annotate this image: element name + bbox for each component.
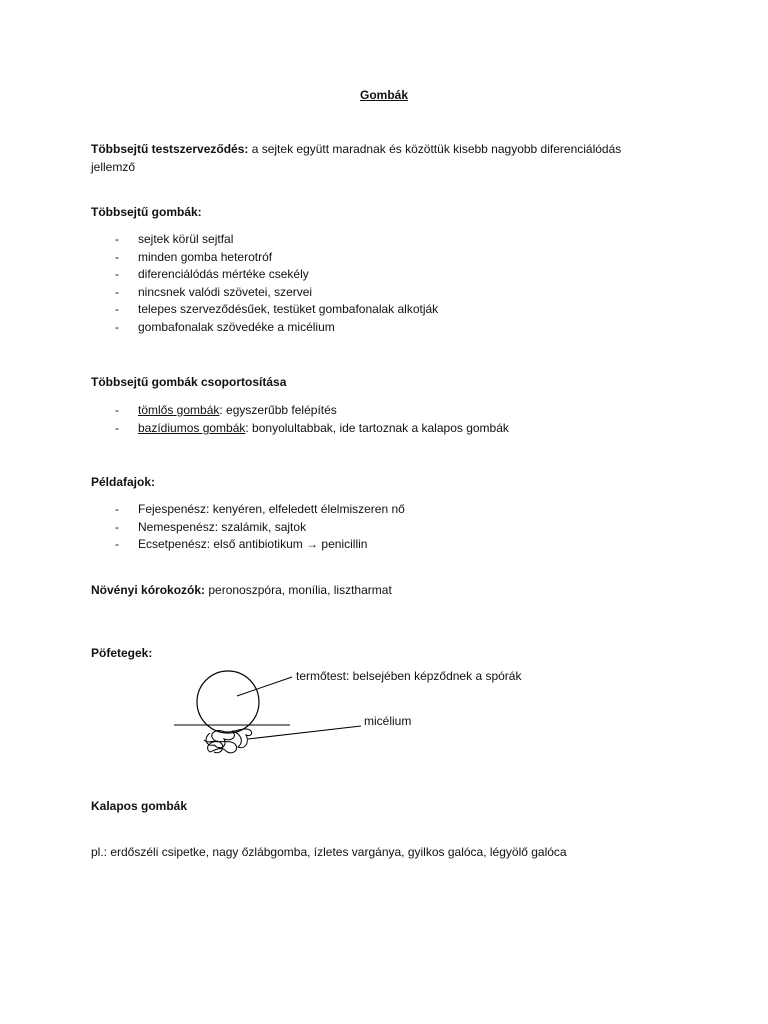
plant-pathogens-term: Növényi kórokozók: <box>91 583 206 597</box>
examples-heading: Példafajok: <box>91 475 156 489</box>
fruiting-body-shape <box>197 671 259 733</box>
intro-line-2: jellemző <box>91 160 136 174</box>
list-item: - minden gomba heterotróf <box>91 249 438 267</box>
list-item: - telepes szerveződésűek, testüket gombafonalak alkotják <box>91 301 438 319</box>
list-item: - sejtek körül sejtfal <box>91 231 438 249</box>
cap-mushrooms-examples: pl.: erdőszéli csipetke, nagy őzlábgomba, ízletes vargánya, gyilkos galóca, légyölő galóca <box>91 845 567 859</box>
mycelium-label: micélium <box>364 714 412 728</box>
list-item: - gombafonalak szövedéke a micélium <box>91 319 438 337</box>
multicellular-heading: Többsejtű gombák: <box>91 205 202 219</box>
group-term: bazídiumos gombák <box>138 420 246 435</box>
mycelium-pointer <box>248 726 361 739</box>
list-item: - Fejespenész: kenyéren, elfeledett élelmiszeren nő <box>91 501 405 519</box>
list-item: - bazídiumos gombák: bonyolultabbak, ide tartoznak a kalapos gombák <box>91 420 509 438</box>
fruiting-body-label: termőtest: belsejében képződnek a spórák <box>296 669 522 683</box>
cap-mushrooms-heading: Kalapos gombák <box>91 799 188 813</box>
list-item: - nincsnek valódi szövetei, szervei <box>91 284 438 302</box>
puffball-heading: Pöfetegek: <box>91 646 153 660</box>
fruiting-body-pointer <box>237 677 292 696</box>
plant-pathogens-text: peronoszpóra, monília, lisztharmat <box>205 583 392 597</box>
list-item: - diferenciálódás mértéke csekély <box>91 266 438 284</box>
list-item: - Ecsetpenész: első antibiotikum → penicillin <box>91 536 405 554</box>
grouping-heading: Többsejtű gombák csoportosítása <box>91 375 287 389</box>
group-term: tömlős gombák <box>138 403 220 417</box>
list-item: - Nemespenész: szalámik, sajtok <box>91 519 405 537</box>
page-title: Gombák <box>359 88 408 102</box>
intro-term: Többsejtű testszerveződés: <box>91 142 249 156</box>
intro-text: a sejtek együtt maradnak és közöttük kisebb nagyobb diferenciálódás <box>248 142 622 156</box>
arrow-icon: → <box>306 537 319 552</box>
list-item: - tömlős gombák: egyszerűbb felépítés <box>91 402 509 420</box>
